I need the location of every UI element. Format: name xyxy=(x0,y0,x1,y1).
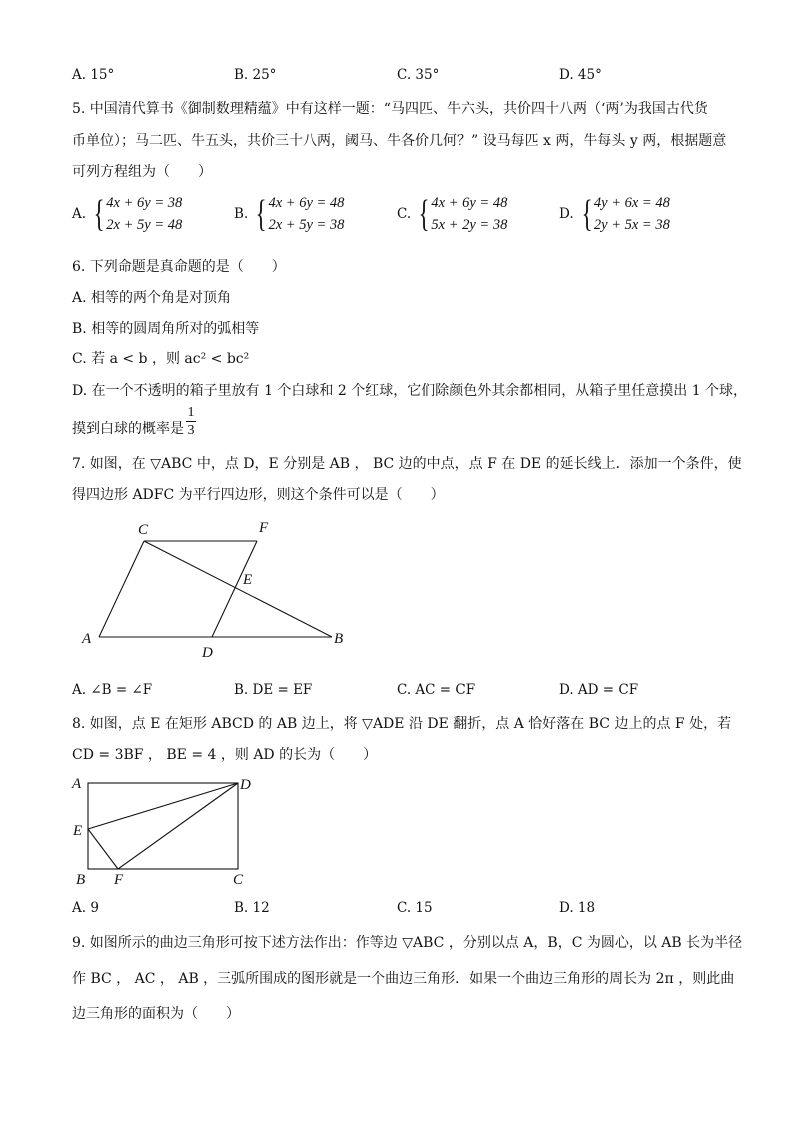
q6-option-d-line-1: D. 在一个不透明的箱子里放有 1 个白球和 2 个红球，它们除颜色外其余都相同，从箱子里任意摸出 1 个球， xyxy=(72,383,748,399)
q8-option-d: D. 18 xyxy=(559,900,596,916)
q5-option-c-label: C. xyxy=(397,206,412,222)
q8-option-a: A. 9 xyxy=(72,900,99,916)
q8-option-b: B. 12 xyxy=(234,900,270,916)
q9-stem-line-3: 边三角形的面积为（ ） xyxy=(72,1006,240,1022)
q6-fraction-denominator: 3 xyxy=(187,423,195,438)
left-brace-icon: { xyxy=(418,193,430,235)
q8-label-e: E xyxy=(73,823,83,839)
q7-segment-cb xyxy=(144,541,332,637)
q5-stem-line-1: 5. 中国清代算书《御制数理精蕴》中有这样一题：“马四匹、牛六头，共价四十八两（‘两’为我国古代货 xyxy=(72,101,708,117)
q7-stem-line-1: 7. 如图，在 ▽ABC 中，点 D，E 分别是 AB ， BC 边的中点，点 F 在 DE 的延长线上．添加一个条件，使 xyxy=(72,456,742,472)
q7-label-d: D xyxy=(202,645,213,661)
q7-label-a: A xyxy=(82,631,92,647)
q6-stem: 6. 下列命题是真命题的是（ ） xyxy=(72,259,286,275)
q6-option-a: A. 相等的两个角是对顶角 xyxy=(72,290,232,306)
left-brace-icon: { xyxy=(93,193,105,235)
q7-option-b: B. DE = EF xyxy=(234,682,313,698)
q4-option-d: D. 45° xyxy=(559,67,602,83)
q8-option-c: C. 15 xyxy=(397,900,433,916)
q7-option-d: D. AD = CF xyxy=(559,682,639,698)
q8-segment-ef xyxy=(88,829,118,869)
q9-stem-line-2: 作 BC ， AC ， AB ，三弧所围成的图形就是一个曲边三角形．如果一个曲边三角形的周长为 2π ，则此曲 xyxy=(72,971,735,987)
q4-option-b: B. 25° xyxy=(234,67,277,83)
q8-label-f: F xyxy=(114,872,124,888)
q4-option-c: C. 35° xyxy=(397,67,440,83)
q8-label-d: D xyxy=(240,777,251,793)
q5-stem-line-2: 币单位）；马二匹、牛五头，共价三十八两，阈马、牛各价几何？” 设马每匹 x 两，牛每头 y 两，根据题意 xyxy=(72,133,727,149)
q4-option-a: A. 15° xyxy=(72,67,115,83)
q5-option-a-eq2: 2x + 5y = 48 xyxy=(106,217,183,233)
q8-label-b: B xyxy=(76,872,86,888)
q8-rectangle-abcd xyxy=(88,783,238,869)
q5-option-c-eq1: 4x + 6y = 48 xyxy=(431,195,508,211)
q5-option-d-label: D. xyxy=(559,206,574,222)
q7-label-b: B xyxy=(334,631,344,647)
q7-label-c: C xyxy=(138,522,149,538)
q5-stem-line-3: 可列方程组为（ ） xyxy=(72,164,212,180)
q8-stem-line-1: 8. 如图，点 E 在矩形 ABCD 的 AB 边上，将 ▽ADE 沿 DE 翻折，点 A 恰好落在 BC 边上的点 F 处，若 xyxy=(72,716,732,732)
q5-option-d-eq1: 4y + 6x = 48 xyxy=(593,195,670,211)
q5-option-d-eq2: 2y + 5x = 38 xyxy=(593,217,670,233)
q8-label-c: C xyxy=(233,872,244,888)
q6-fraction-numerator: 1 xyxy=(187,405,195,420)
q5-option-b-label: B. xyxy=(234,206,249,222)
q7-segment-df xyxy=(212,541,257,637)
q5-option-c-eq2: 5x + 2y = 38 xyxy=(431,217,508,233)
q7-option-c: C. AC = CF xyxy=(397,682,476,698)
q8-label-a: A xyxy=(72,776,82,792)
q6-option-d-line-2: 摸到白球的概率是 xyxy=(72,421,184,437)
q8-stem-line-2: CD = 3BF ， BE = 4 ，则 AD 的长为（ ） xyxy=(72,747,378,763)
q7-option-a: A. ∠B = ∠F xyxy=(72,682,153,698)
q5-option-b-eq2: 2x + 5y = 38 xyxy=(268,217,345,233)
q6-option-b: B. 相等的圆周角所对的弧相等 xyxy=(72,321,260,337)
q8-segment-ed xyxy=(88,783,238,829)
q5-option-a-label: A. xyxy=(72,206,87,222)
q7-label-e: E xyxy=(243,572,253,588)
left-brace-icon: { xyxy=(255,193,267,235)
q7-segment-ca xyxy=(99,541,144,637)
left-brace-icon: { xyxy=(581,193,593,235)
q8-segment-fd xyxy=(118,783,238,869)
q9-stem-line-1: 9. 如图所示的曲边三角形可按下述方法作出：作等边 ▽ABC ，分别以点 A，B，C 为圆心，以 AB 长为半径 xyxy=(72,935,743,951)
q5-option-a-eq1: 4x + 6y = 38 xyxy=(106,195,183,211)
q7-label-f: F xyxy=(259,520,269,536)
q5-option-b-eq1: 4x + 6y = 48 xyxy=(268,195,345,211)
q6-option-c: C. 若 a < b ，则 ac² < bc² xyxy=(72,351,250,367)
q7-stem-line-2: 得四边形 ADFC 为平行四边形，则这个条件可以是（ ） xyxy=(72,487,445,503)
